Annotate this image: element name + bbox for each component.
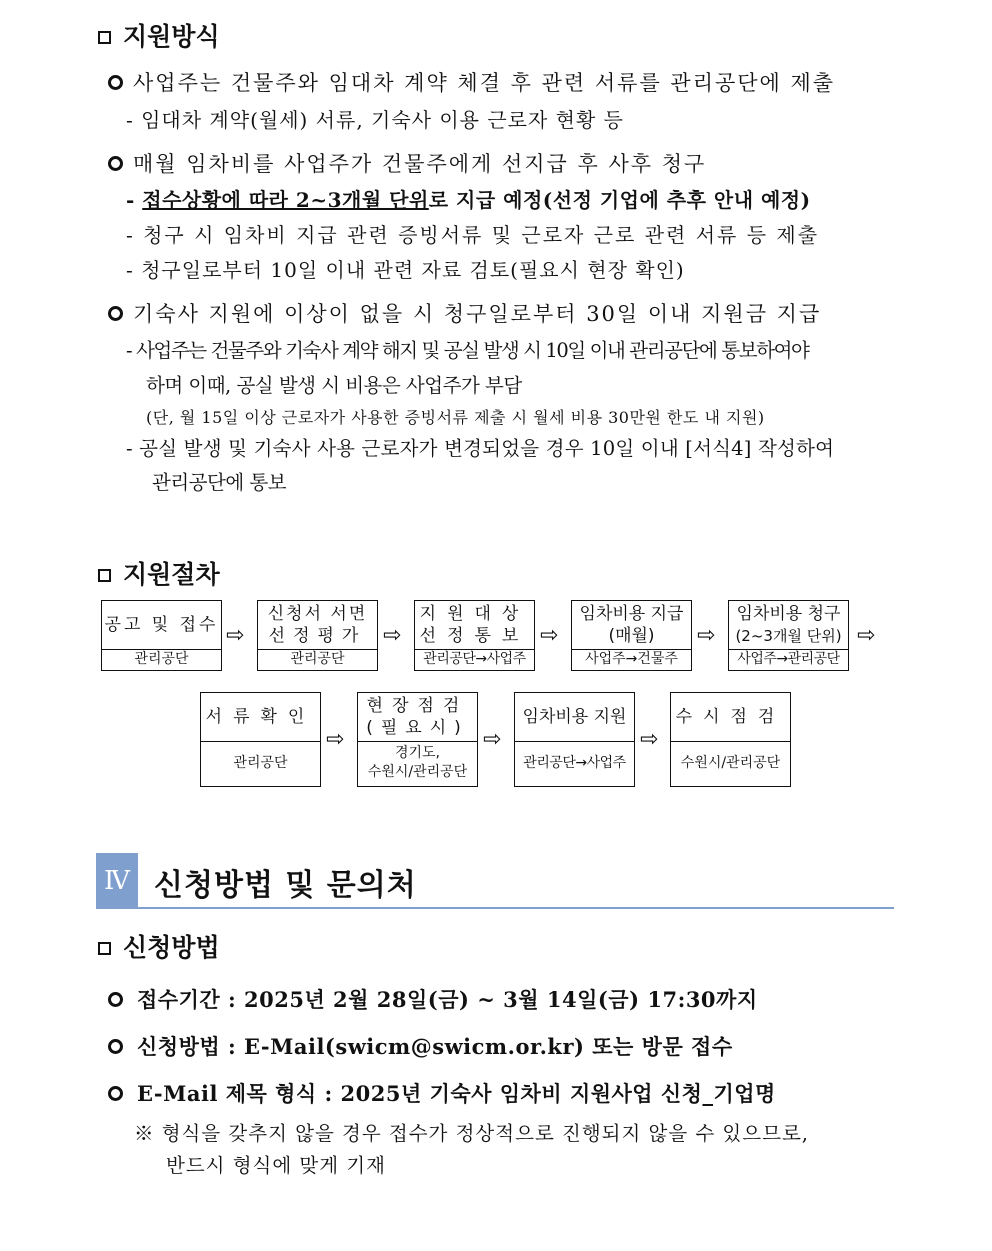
circle-bullet-icon bbox=[108, 75, 123, 90]
right-arrow-icon: ⇨ bbox=[226, 623, 245, 648]
section-title-support-method: 지원방식 bbox=[98, 17, 220, 53]
flow-step-evaluation: 신청서 서면 선정평가 관리공단 bbox=[257, 600, 378, 671]
bullet-item: 기숙사 지원에 이상이 없을 시 청구일로부터 30일 이내 지원금 지급 bbox=[108, 298, 821, 328]
right-arrow-icon: ⇨ bbox=[640, 727, 659, 752]
flow-step-announce: 공고 및 접수 관리공단 bbox=[101, 600, 222, 671]
email-subject-format: E-Mail 제목 형식 : 2025년 기숙사 임차비 지원사업 신청_기업명 bbox=[108, 1078, 776, 1108]
circle-bullet-icon bbox=[108, 306, 123, 321]
apply-method: 신청방법 : E-Mail(swicm@swicm.or.kr) 또는 방문 접수 bbox=[108, 1031, 733, 1061]
sub-note: (단, 월 15일 이상 근로자가 사용한 증빙서류 제출 시 월세 비용 30만원 한도 내 지원) bbox=[146, 408, 765, 427]
bullet-item: 매월 임차비를 사업주가 건물주에게 선지급 후 사후 청구 bbox=[108, 148, 706, 178]
right-arrow-icon: ⇨ bbox=[483, 727, 502, 752]
circle-bullet-icon bbox=[108, 1086, 123, 1101]
square-bullet-icon bbox=[98, 31, 111, 44]
flow-step-rent-support: 임차비용 지원 관리공단→사업주 bbox=[514, 692, 635, 787]
circle-bullet-icon bbox=[108, 1039, 123, 1054]
flow-step-notify: 지원대상 선정통보 관리공단→사업주 bbox=[414, 600, 535, 671]
format-note: ※ 형식을 갖추지 않을 경우 접수가 정상적으로 진행되지 않을 수 있으므로, bbox=[134, 1122, 809, 1145]
right-arrow-icon: ⇨ bbox=[540, 623, 559, 648]
chapter-number: Ⅳ bbox=[96, 853, 138, 909]
sub-item-continued: 관리공단에 통보 bbox=[152, 471, 287, 494]
sub-item: - 청구일로부터 10일 이내 관련 자료 검토(필요시 현장 확인) bbox=[126, 258, 685, 282]
right-arrow-icon: ⇨ bbox=[697, 623, 716, 648]
circle-bullet-icon bbox=[108, 156, 123, 171]
flow-step-site-inspection: 현장점검 (필요시) 경기도, 수원시/관리공단 bbox=[357, 692, 478, 787]
right-arrow-icon: ⇨ bbox=[857, 623, 876, 648]
sub-item: - 임대차 계약(월세) 서류, 기숙사 이용 근로자 현황 등 bbox=[126, 108, 624, 132]
flow-step-rent-claim: 임차비용 청구 (2~3개월 단위) 사업주→관리공단 bbox=[728, 600, 849, 671]
apply-period: 접수기간 : 2025년 2월 28일(금) ~ 3월 14일(금) 17:30까지 bbox=[108, 984, 758, 1014]
right-arrow-icon: ⇨ bbox=[383, 623, 402, 648]
chapter-divider bbox=[96, 907, 894, 909]
flow-step-document-check: 서류확인 관리공단 bbox=[200, 692, 321, 787]
bullet-item: 사업주는 건물주와 임대차 계약 체결 후 관련 서류를 관리공단에 제출 bbox=[108, 67, 835, 97]
chapter-title: 신청방법 및 문의처 bbox=[154, 868, 417, 903]
right-arrow-icon: ⇨ bbox=[326, 727, 345, 752]
circle-bullet-icon bbox=[108, 992, 123, 1007]
section-title-procedure: 지원절차 bbox=[98, 555, 220, 591]
sub-item: - 청구 시 임차비 지급 관련 증빙서류 및 근로자 근로 관련 서류 등 제출 bbox=[126, 223, 820, 247]
square-bullet-icon bbox=[98, 942, 111, 955]
sub-item-continued: 하며 이때, 공실 발생 시 비용은 사업주가 부담 bbox=[146, 374, 522, 397]
flow-step-spot-check: 수시점검 수원시/관리공단 bbox=[670, 692, 791, 787]
format-note-continued: 반드시 형식에 맞게 기재 bbox=[166, 1154, 386, 1177]
flow-step-rent-payment: 임차비용 지급 (매월) 사업주→건물주 bbox=[571, 600, 692, 671]
square-bullet-icon bbox=[98, 569, 111, 582]
sub-item-emphasis: - 접수상황에 따라 2~3개월 단위로 지급 예정(선정 기업에 추후 안내 예정) bbox=[126, 188, 811, 212]
section-title-apply: 신청방법 bbox=[98, 928, 220, 964]
sub-item: - 사업주는 건물주와 기숙사 계약 해지 및 공실 발생 시 10일 이내 관리공단에 통보하여야 bbox=[126, 339, 809, 362]
sub-item: - 공실 발생 및 기숙사 사용 근로자가 변경되었을 경우 10일 이내 [서식4] 작성하여 bbox=[126, 437, 835, 460]
